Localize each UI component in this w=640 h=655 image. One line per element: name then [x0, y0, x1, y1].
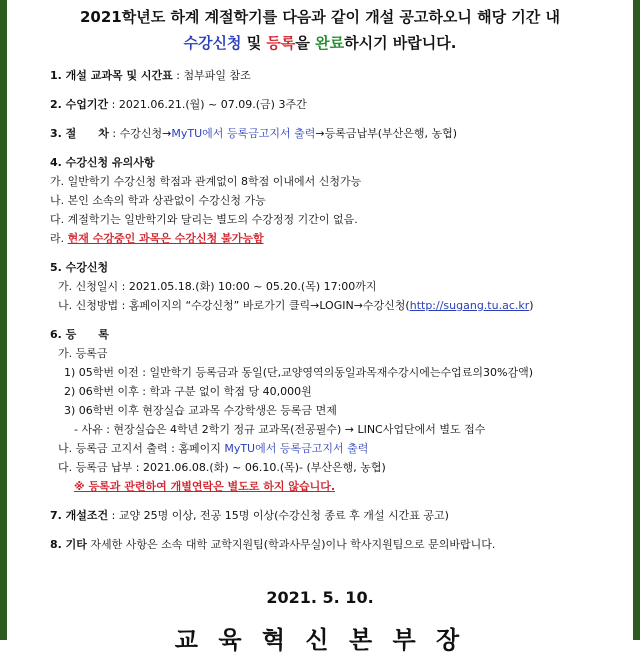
section-6-sub-1: 1) 05학번 이전 : 일반학기 등록금과 동일(단,교양영역의동일과목재수강시에는수업료의30%감액): [64, 366, 534, 379]
section-7-text: : 교양 25명 이상, 전공 15명 이상(수강신청 종료 후 개설 시간표 공고): [108, 509, 449, 522]
section-4-item-ra: [50, 229, 600, 248]
section-4-item-na: 나. 본인 소속의 학과 상관없이 수강신청 가능: [50, 194, 266, 207]
section-6-item-da: 다. 등록금 납부 : 2021.06.08.(화) ~ 06.10.(목)- (부산은행, 농협): [58, 461, 386, 474]
section-1-title: 1. 개설 교과목 및 시간표: [50, 69, 173, 82]
header-eul: 을: [295, 34, 316, 52]
section-6-na-text: 나. 등록금 고지서 출력 : 홈페이지: [58, 442, 225, 455]
section-5-na-close: ): [529, 299, 534, 312]
header-register: 등록: [266, 34, 296, 52]
section-8: [50, 535, 600, 554]
header-line-2: [0, 32, 640, 54]
section-6-item-na: [50, 439, 600, 458]
header-and: 및: [241, 34, 267, 52]
section-6: [50, 325, 600, 496]
section-8-text: 자세한 사항은 소속 대학 교학지원팀(학과사무실)이나 학사지원팀으로 문의바랍니다.: [86, 538, 496, 551]
section-6-note: ※ 등록과 관련하여 개별연락은 별도로 하지 않습니다.: [74, 480, 335, 493]
section-7: [50, 506, 600, 525]
section-4-ra-prefix: 라.: [50, 232, 68, 245]
section-8-title: 8. 기타: [50, 538, 87, 551]
section-5: [50, 258, 600, 315]
section-7-title: 7. 개설조건: [50, 509, 109, 522]
section-6-item-ga: 가. 등록금: [58, 347, 108, 360]
section-4-title: 4. 수강신청 유의사항: [50, 156, 155, 169]
section-6-sub-reason: - 사유 : 현장실습은 4학년 2학기 정규 교과목(전공필수) → LINC사업단에서 별도 접수: [74, 423, 486, 436]
header-sugang: 수강신청: [183, 34, 242, 52]
section-2-title: 2. 수업기간: [50, 98, 109, 111]
section-5-item-ga: 가. 신청일시 : 2021.05.18.(화) 10:00 ~ 05.20.(목) 17:00까지: [58, 280, 377, 293]
section-6-title: 6. 등 록: [50, 328, 109, 341]
header-complete: 완료: [315, 34, 345, 52]
section-6-na-mytu: MyTU에서 등록금고지서 출력: [224, 442, 369, 455]
section-3-text-c: →등록금납부(부산은행, 농협): [315, 127, 458, 140]
notice-body: [50, 66, 600, 564]
section-3-text-a: : 수강신청→: [108, 127, 172, 140]
section-4-ra-warning: 현재 수강중인 과목은 수강신청 불가능함: [67, 232, 264, 245]
section-5-title: 5. 수강신청: [50, 261, 109, 274]
section-3-title: 3. 절 차: [50, 127, 109, 140]
section-5-item-na: [50, 296, 600, 315]
header-line-1: 2021학년도 하계 계절학기를 다음과 같이 개설 공고하오니 해당 기간 내: [80, 8, 560, 26]
section-1-text: : 첨부파일 참조: [172, 69, 251, 82]
section-3-mytu: MyTU에서 등록금고지서 출력: [171, 127, 316, 140]
section-3: [50, 124, 600, 143]
sugang-link[interactable]: http://sugang.tu.ac.kr: [409, 299, 530, 312]
section-4: [50, 153, 600, 248]
header-rest: 하시기 바랍니다.: [344, 34, 457, 52]
section-4-item-da: 다. 계절학기는 일반학기와 달리는 별도의 수강정정 기간이 없음.: [50, 213, 358, 226]
section-6-sub-2: 2) 06학번 이후 : 학과 구분 없이 학점 당 40,000원: [64, 385, 312, 398]
notice-header: [0, 6, 640, 54]
issuer-signature: 교 육 혁 신 본 부 장: [174, 626, 466, 654]
section-1: [50, 66, 600, 85]
section-6-sub-3: 3) 06학번 이후 현장실습 교과목 수강학생은 등록금 면제: [64, 404, 337, 417]
section-5-na-text: 나. 신청방법 : 홈페이지의 “수강신청” 바로가기 클릭→LOGIN→수강신청(: [58, 299, 410, 312]
notice-date: 2021. 5. 10.: [266, 588, 374, 607]
section-2: [50, 95, 600, 114]
section-4-item-ga: 가. 일반학기 수강신청 학점과 관계없이 8학점 이내에서 신청가능: [50, 175, 362, 188]
section-2-text: : 2021.06.21.(월) ~ 07.09.(금) 3주간: [108, 98, 307, 111]
